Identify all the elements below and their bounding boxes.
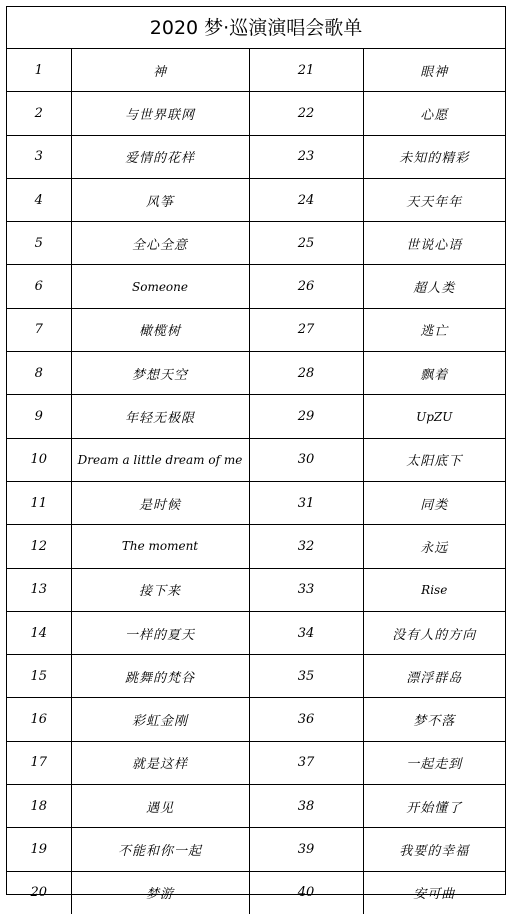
- song-number: 26: [249, 265, 363, 308]
- song-number: 9: [7, 395, 71, 438]
- song-title: 未知的精彩: [363, 135, 505, 178]
- song-title: 世说心语: [363, 222, 505, 265]
- song-number: 5: [7, 222, 71, 265]
- song-number: 21: [249, 49, 363, 92]
- song-title: 跳舞的梵谷: [71, 655, 249, 698]
- song-number: 35: [249, 655, 363, 698]
- song-number: 30: [249, 438, 363, 481]
- song-number: 37: [249, 741, 363, 784]
- table-row: [7, 135, 505, 178]
- song-number: 3: [7, 135, 71, 178]
- table-row: [7, 265, 505, 308]
- song-number: 24: [249, 178, 363, 221]
- song-title: 梦游: [71, 871, 249, 914]
- table-row: [7, 525, 505, 568]
- song-title: Someone: [71, 265, 249, 308]
- song-title: 不能和你一起: [71, 828, 249, 871]
- song-title: 一起走到: [363, 741, 505, 784]
- song-number: 28: [249, 352, 363, 395]
- song-number: 11: [7, 481, 71, 524]
- song-number: 31: [249, 481, 363, 524]
- song-title: UpZU: [363, 395, 505, 438]
- song-number: 23: [249, 135, 363, 178]
- table-row: [7, 395, 505, 438]
- table-row: [7, 785, 505, 828]
- song-title: 与世界联网: [71, 92, 249, 135]
- song-number: 19: [7, 828, 71, 871]
- song-number: 38: [249, 785, 363, 828]
- song-title: 眼神: [363, 49, 505, 92]
- table-row: [7, 828, 505, 871]
- song-number: 34: [249, 611, 363, 654]
- song-number: 1: [7, 49, 71, 92]
- table-row: [7, 698, 505, 741]
- song-number: 29: [249, 395, 363, 438]
- song-title: 我要的幸福: [363, 828, 505, 871]
- setlist-rows: [7, 49, 505, 914]
- table-row: [7, 308, 505, 351]
- song-title: 超人类: [363, 265, 505, 308]
- table-row: [7, 741, 505, 784]
- song-title: 太阳底下: [363, 438, 505, 481]
- song-title: 一样的夏天: [71, 611, 249, 654]
- table-row: [7, 49, 505, 92]
- song-title: 爱情的花样: [71, 135, 249, 178]
- song-number: 36: [249, 698, 363, 741]
- song-number: 7: [7, 308, 71, 351]
- song-number: 12: [7, 525, 71, 568]
- song-number: 18: [7, 785, 71, 828]
- song-number: 22: [249, 92, 363, 135]
- song-title: 天天年年: [363, 178, 505, 221]
- song-title: 没有人的方向: [363, 611, 505, 654]
- song-number: 8: [7, 352, 71, 395]
- song-number: 33: [249, 568, 363, 611]
- song-number: 6: [7, 265, 71, 308]
- song-title: 安可曲: [413, 887, 456, 903]
- setlist-sheet: [6, 6, 506, 903]
- song-number: 16: [7, 698, 71, 741]
- setlist-title: 2020 梦·巡演演唱会歌单: [7, 7, 505, 49]
- song-title: 橄榄树: [71, 308, 249, 351]
- song-number: 17: [7, 741, 71, 784]
- song-number: 39: [249, 828, 363, 871]
- song-title: 开始懂了: [363, 785, 505, 828]
- song-title: Rise: [363, 568, 505, 611]
- song-title: 彩虹金刚: [71, 698, 249, 741]
- table-row: [7, 611, 505, 654]
- song-title: 逃亡: [363, 308, 505, 351]
- song-title: 年轻无极限: [71, 395, 249, 438]
- song-title: 同类: [363, 481, 505, 524]
- table-row: [7, 222, 505, 265]
- song-title: 就是这样: [71, 741, 249, 784]
- song-number: 14: [7, 611, 71, 654]
- song-number: 4: [7, 178, 71, 221]
- song-number: 20: [7, 871, 71, 914]
- setlist-table: [7, 49, 505, 914]
- song-title: 是时候: [71, 481, 249, 524]
- table-row: [7, 481, 505, 524]
- song-title: 永远: [363, 525, 505, 568]
- song-number: 27: [249, 308, 363, 351]
- song-title: 漂浮群岛: [363, 655, 505, 698]
- song-title: 接下来: [71, 568, 249, 611]
- song-number: 40: [249, 871, 363, 914]
- table-row: [7, 178, 505, 221]
- song-title: 神: [71, 49, 249, 92]
- table-row: [7, 655, 505, 698]
- table-row: [7, 871, 505, 914]
- song-number: 13: [7, 568, 71, 611]
- song-title: 全心全意: [71, 222, 249, 265]
- table-row: [7, 568, 505, 611]
- song-title: 梦不落: [363, 698, 505, 741]
- song-number: 15: [7, 655, 71, 698]
- table-row: [7, 352, 505, 395]
- table-row: [7, 438, 505, 481]
- song-number: 2: [7, 92, 71, 135]
- song-number: 10: [7, 438, 71, 481]
- song-title: 遇见: [71, 785, 249, 828]
- song-title: The moment: [71, 525, 249, 568]
- song-title: 飘着: [363, 352, 505, 395]
- song-number: 25: [249, 222, 363, 265]
- song-title: 心愿: [363, 92, 505, 135]
- song-title: 梦想天空: [71, 352, 249, 395]
- table-row: [7, 92, 505, 135]
- song-title: 风筝: [71, 178, 249, 221]
- song-title: Dream a little dream of me: [71, 438, 249, 481]
- song-number: 32: [249, 525, 363, 568]
